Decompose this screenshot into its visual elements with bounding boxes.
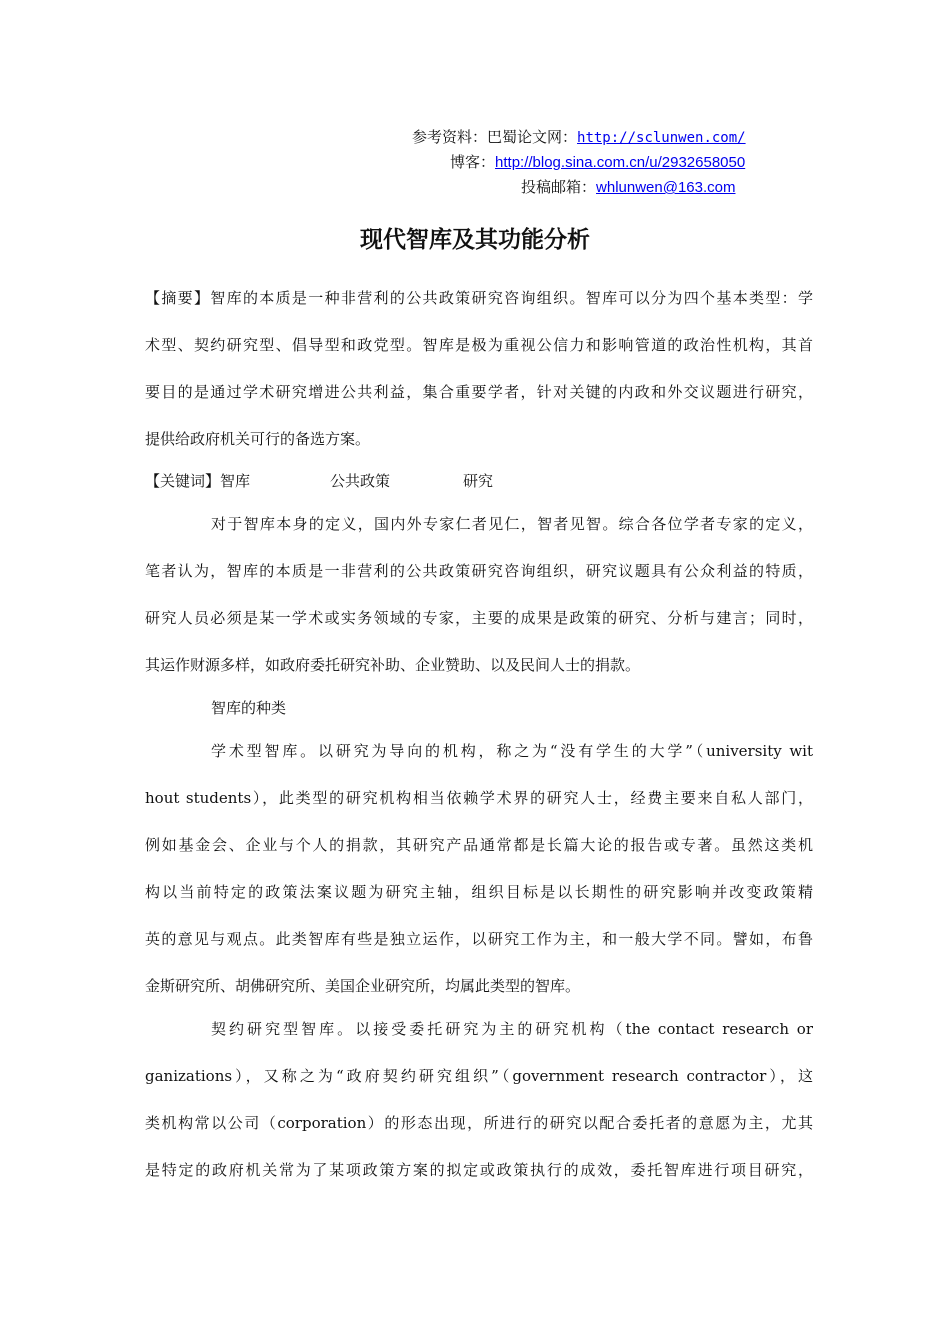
reference-email-line	[521, 177, 735, 198]
body-line: 是特定的政府机关常为了某项政策方案的拟定或政策执行的成效，委托智库进行项目研究，	[145, 1161, 813, 1179]
reference-source-link[interactable]: http://sclunwen.com/	[577, 130, 746, 146]
reference-source-label: 参考资料：巴蜀论文网：	[412, 128, 578, 146]
reference-email-link[interactable]: whlunwen@163.com	[596, 179, 736, 196]
document-title: 现代智库及其功能分析	[360, 227, 590, 253]
body-line: 学术型智库。以研究为导向的机构，称之为“没有学生的大学”（university wit	[211, 742, 813, 760]
body-line: 例如基金会、企业与个人的捐款，其研究产品通常都是长篇大论的报告或专著。虽然这类机	[145, 836, 813, 854]
reference-source-line	[412, 127, 746, 148]
body-line: 契约研究型智库。以接受委托研究为主的研究机构（the contact research or	[211, 1020, 813, 1038]
body-line: 对于智库本身的定义，国内外专家仁者见仁，智者见智。综合各位学者专家的定义，	[211, 515, 813, 533]
abstract-line: 要目的是通过学术研究增进公共利益，集合重要学者，针对关键的内政和外交议题进行研究，	[145, 383, 813, 401]
abstract-line: 【摘要】智库的本质是一种非营利的公共政策研究咨询组织。智库可以分为四个基本类型：学	[145, 289, 813, 307]
section-heading: 智库的种类	[211, 699, 287, 717]
reference-blog-line	[450, 152, 745, 173]
body-line: ganizations），又称之为“政府契约研究组织”（government research contractor），这	[145, 1067, 813, 1085]
keyword-item: 研究	[463, 472, 494, 490]
body-line: 英的意见与观点。此类智库有些是独立运作，以研究工作为主，和一般大学不同。譬如，布鲁	[145, 930, 813, 948]
reference-email-label: 投稿邮箱：	[521, 178, 597, 196]
abstract-line: 术型、契约研究型、倡导型和政党型。智库是极为重视公信力和影响管道的政治性机构，其首	[145, 336, 813, 354]
reference-blog-label: 博客：	[450, 153, 496, 171]
body-line: hout students），此类型的研究机构相当依赖学术界的研究人士，经费主要来自私人部门，	[145, 789, 813, 807]
keyword-item: 公共政策	[330, 472, 391, 490]
body-line: 构以当前特定的政策法案议题为研究主轴，组织目标是以长期性的研究影响并改变政策精	[145, 883, 813, 901]
body-line: 金斯研究所、胡佛研究所、美国企业研究所，均属此类型的智库。	[145, 977, 581, 995]
abstract-line: 提供给政府机关可行的备选方案。	[145, 430, 371, 448]
reference-blog-link[interactable]: http://blog.sina.com.cn/u/2932658050	[495, 154, 746, 171]
keywords-label: 【关键词】智库	[145, 472, 251, 490]
body-line: 其运作财源多样，如政府委托研究补助、企业赞助、以及民间人士的捐款。	[145, 656, 641, 674]
body-line: 笔者认为，智库的本质是一非营利的公共政策研究咨询组织，研究议题具有公众利益的特质，	[145, 562, 813, 580]
body-line: 研究人员必须是某一学术或实务领域的专家，主要的成果是政策的研究、分析与建言；同时，	[145, 609, 813, 627]
body-line: 类机构常以公司（corporation）的形态出现，所进行的研究以配合委托者的意愿为主，尤其	[145, 1114, 813, 1132]
